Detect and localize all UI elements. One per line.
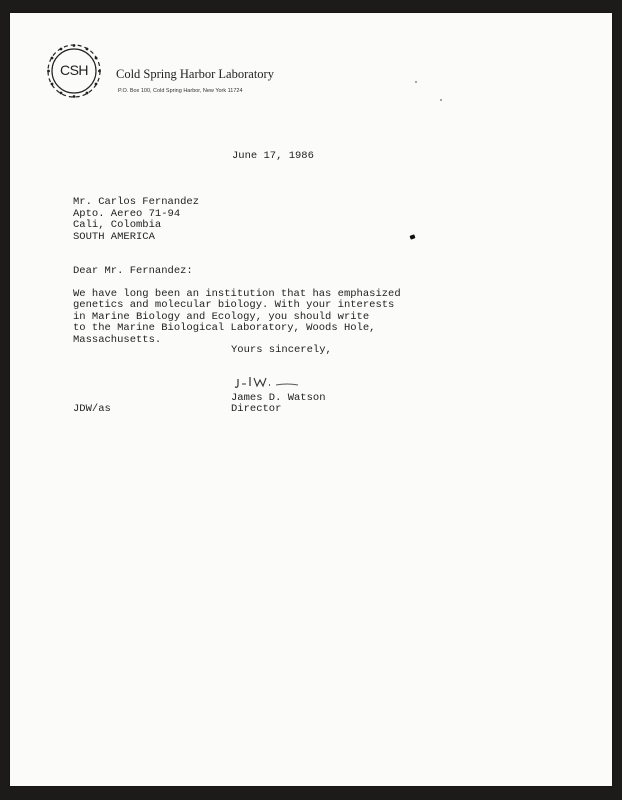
letter-date: June 17, 1986: [232, 150, 314, 162]
body-line: Massachusetts.: [73, 333, 162, 346]
paper-speck: [440, 99, 442, 101]
body-line: [73, 277, 401, 289]
body-line: genetics and molecular biology. With your interests: [73, 299, 395, 311]
handwritten-signature: [232, 371, 312, 393]
body-line: We have long been an institution that has emphasized: [73, 287, 401, 300]
signer-title: Director: [231, 403, 282, 415]
body-line: to the Marine Biological Laboratory, Woods Hole,: [73, 322, 376, 334]
letterhead: [46, 43, 346, 113]
salutation: Dear Mr. Fernandez:: [73, 265, 193, 277]
organization-name: Cold Spring Harbor Laboratory: [116, 67, 274, 81]
closing: Yours sincerely,: [231, 344, 332, 356]
signer-name: James D. Watson: [231, 392, 326, 404]
logo-text: CSH: [59, 62, 89, 78]
paper-speck: [415, 81, 417, 83]
ink-mark: [409, 234, 415, 239]
body-line: in Marine Biology and Ecology, you should write: [73, 310, 370, 323]
organization-address: P.O. Box 100, Cold Spring Harbor, New York 11724: [118, 88, 243, 94]
recipient-line: Apto. Aereo 71-94: [73, 207, 181, 220]
recipient-address: [73, 197, 199, 243]
letter-body: [73, 277, 401, 346]
recipient-line: Cali, Colombia: [73, 219, 162, 231]
recipient-line: SOUTH AMERICA: [73, 230, 155, 243]
typist-initials: JDW/as: [73, 403, 111, 415]
recipient-line: Mr. Carlos Fernandez: [73, 196, 200, 208]
letter-paper: [10, 13, 612, 786]
